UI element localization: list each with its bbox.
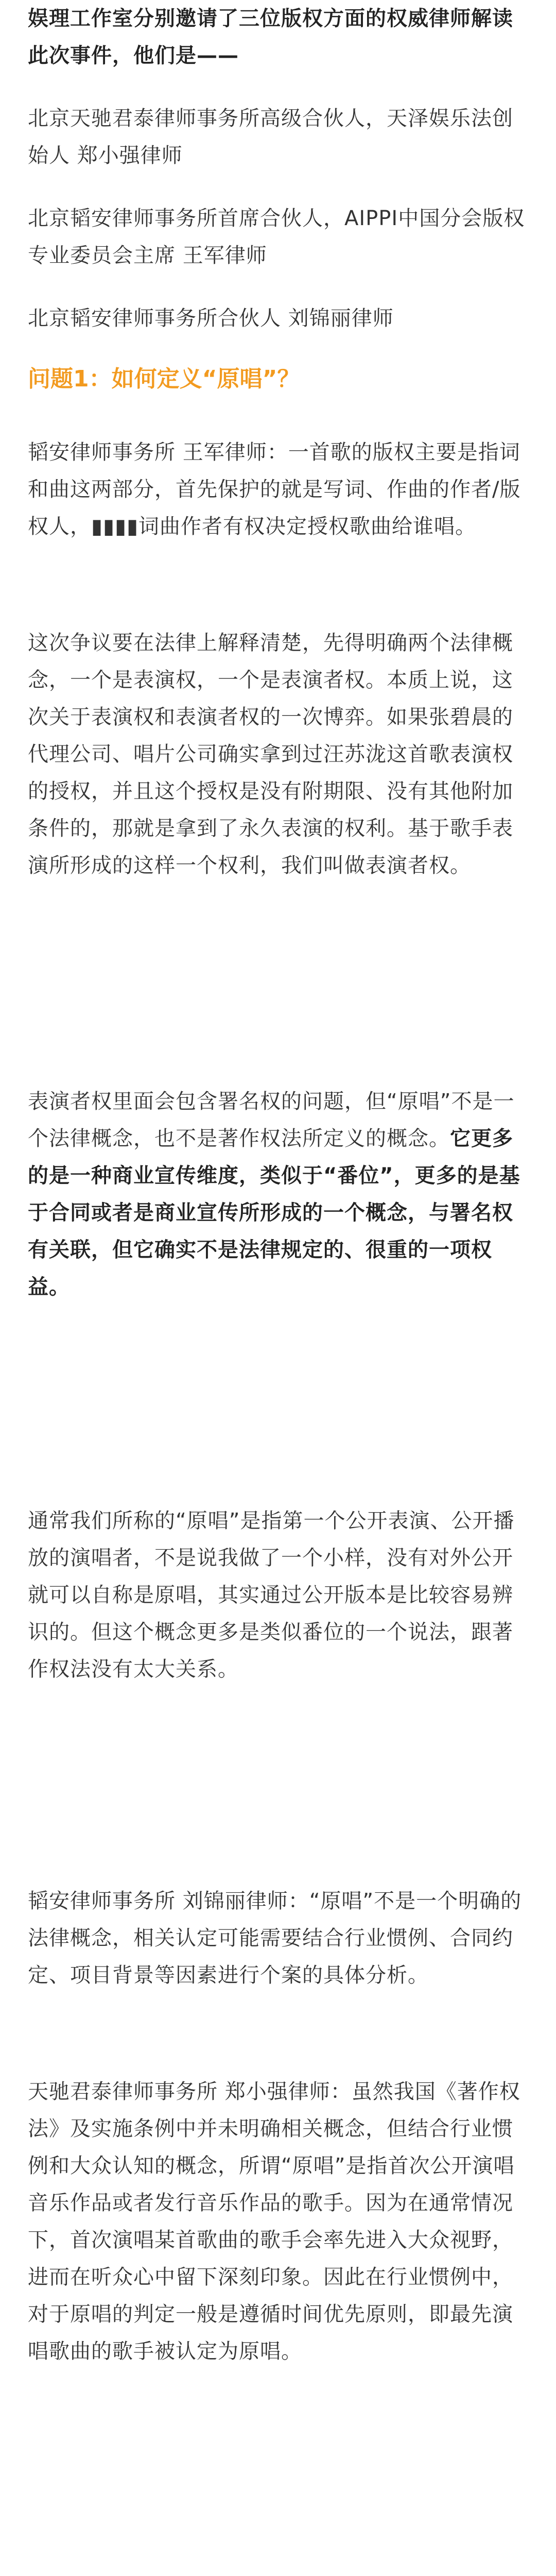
concept-text: 表演者权里面会包含署名权的问题，但“原唱”不是一个法律概念，也不是著作权法所定义的概念。 [28, 1090, 515, 1150]
original-singer-concept-paragraph [28, 1083, 528, 1306]
intro-paragraph: 娱理工作室分别邀请了三位版权方面的权威律师解读此次事件，他们是—— [28, 7, 513, 67]
wang-answer-paragraph: 韬安律师事务所 王军律师：一首歌的版权主要是指词和曲这两部分，首先保护的就是写词、作曲的作者/版权人，▮▮▮▮词曲作者有权决定授权歌曲给谁唱。 [28, 440, 521, 538]
concept-bold-text: 它更多的是一种商业宣传维度，类似于“番位”，更多的是基于合同或者是商业宣传所形成的一个概念，与署名权有关联，但它确实不是法律规定的、很重的一项权益。 [28, 1127, 520, 1299]
zheng-answer-paragraph: 天驰君泰律师事务所 郑小强律师：虽然我国《著作权法》及实施条例中并未明确相关概念，但结合行业惯例和大众认知的概念，所谓“原唱”是指首次公开演唱音乐作品或者发行音乐作品的歌手。因为在通常情况下，首次演唱某首歌曲的歌手会率先进入大众视野，进而在听众心中留下深刻印象。因此在行业惯例中，对于原唱的判定一般是遵循时间优先原则，即最先演唱歌曲的歌手被认定为原唱。 [28, 2080, 520, 2363]
first-performer-paragraph: 通常我们所称的“原唱”是指第一个公开表演、公开播放的演唱者，不是说我做了一个小样，没有对外公开就可以自称是原唱，其实通过公开版本是比较容易辨识的。但这个概念更多是类似番位的一个说法，跟著作权法没有太大关系。 [28, 1509, 515, 1681]
lawyer-zheng-paragraph: 北京天驰君泰律师事务所高级合伙人，天泽娱乐法创始人 郑小强律师 [28, 107, 513, 167]
performer-rights-paragraph [28, 2569, 528, 2576]
liu-answer-paragraph: 韬安律师事务所 刘锦丽律师：“原唱”不是一个明确的法律概念，相关认定可能需要结合行业惯例、合同约定、项目背景等因素进行个案的具体分析。 [28, 1889, 522, 1987]
rights-explanation-paragraph: 这次争议要在法律上解释清楚，先得明确两个法律概念，一个是表演权，一个是表演者权。本质上说，这次关于表演权和表演者权的一次博弈。如果张碧晨的代理公司、唱片公司确实拿到过汪苏泷这首歌表演权的授权，并且这个授权是没有附期限、没有其他附加条件的，那就是拿到了永久表演的权利。基于歌手表演所形成的这样一个权利，我们叫做表演者权。 [28, 631, 513, 877]
lawyer-liu-paragraph: 北京韬安律师事务所合伙人 刘锦丽律师 [28, 307, 394, 330]
question-1-title: 问题1：如何定义“原唱”？ [28, 366, 300, 392]
lawyer-wang-paragraph: 北京韬安律师事务所首席合伙人，AIPPI中国分会版权专业委员会主席 王军律师 [28, 207, 525, 267]
